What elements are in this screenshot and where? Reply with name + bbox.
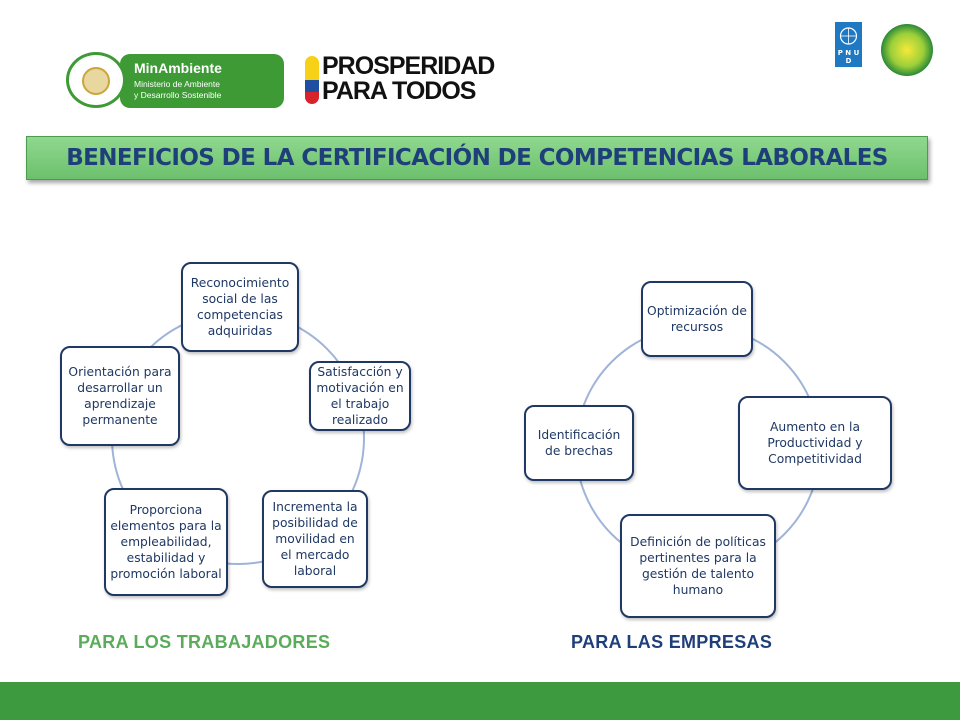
minambiente-subtitle-1: Ministerio de Ambiente [134, 79, 220, 89]
minambiente-subtitle-2: y Desarrollo Sostenible [134, 90, 222, 100]
companies-node-optimizacion: Optimización de recursos [641, 281, 753, 357]
workers-node-reconocimiento: Reconocimiento social de las competencias adquiridas [181, 262, 299, 352]
companies-node-politicas: Definición de políticas pertinentes para la gestión de talento humano [620, 514, 776, 618]
companies-node-productividad: Aumento en la Productividad y Competitividad [738, 396, 892, 490]
companies-node-brechas: Identificación de brechas [524, 405, 634, 481]
companies-caption: PARA LAS EMPRESAS [571, 632, 773, 652]
page-title: BENEFICIOS DE LA CERTIFICACIÓN DE COMPETENCIAS LABORALES [66, 145, 888, 171]
prosperidad-logo-line1: PROSPERIDAD [322, 52, 495, 80]
pnud-letters: P N U D [837, 49, 860, 65]
prosperidad-logo-line2: PARA TODOS [322, 77, 476, 105]
workers-node-movilidad: Incrementa la posibilidad de movilidad en el mercado laboral [262, 490, 368, 588]
workers-node-satisfaccion: Satisfacción y motivación en el trabajo realizado [309, 361, 411, 431]
workers-node-empleabilidad: Proporciona elementos para la empleabilidad, estabilidad y promoción laboral [104, 488, 228, 596]
workers-node-orientacion: Orientación para desarrollar un aprendizaje permanente [60, 346, 180, 446]
minambiente-title: MinAmbiente [134, 60, 222, 76]
footer-bar [0, 682, 960, 720]
workers-caption: PARA LOS TRABAJADORES [78, 632, 331, 652]
